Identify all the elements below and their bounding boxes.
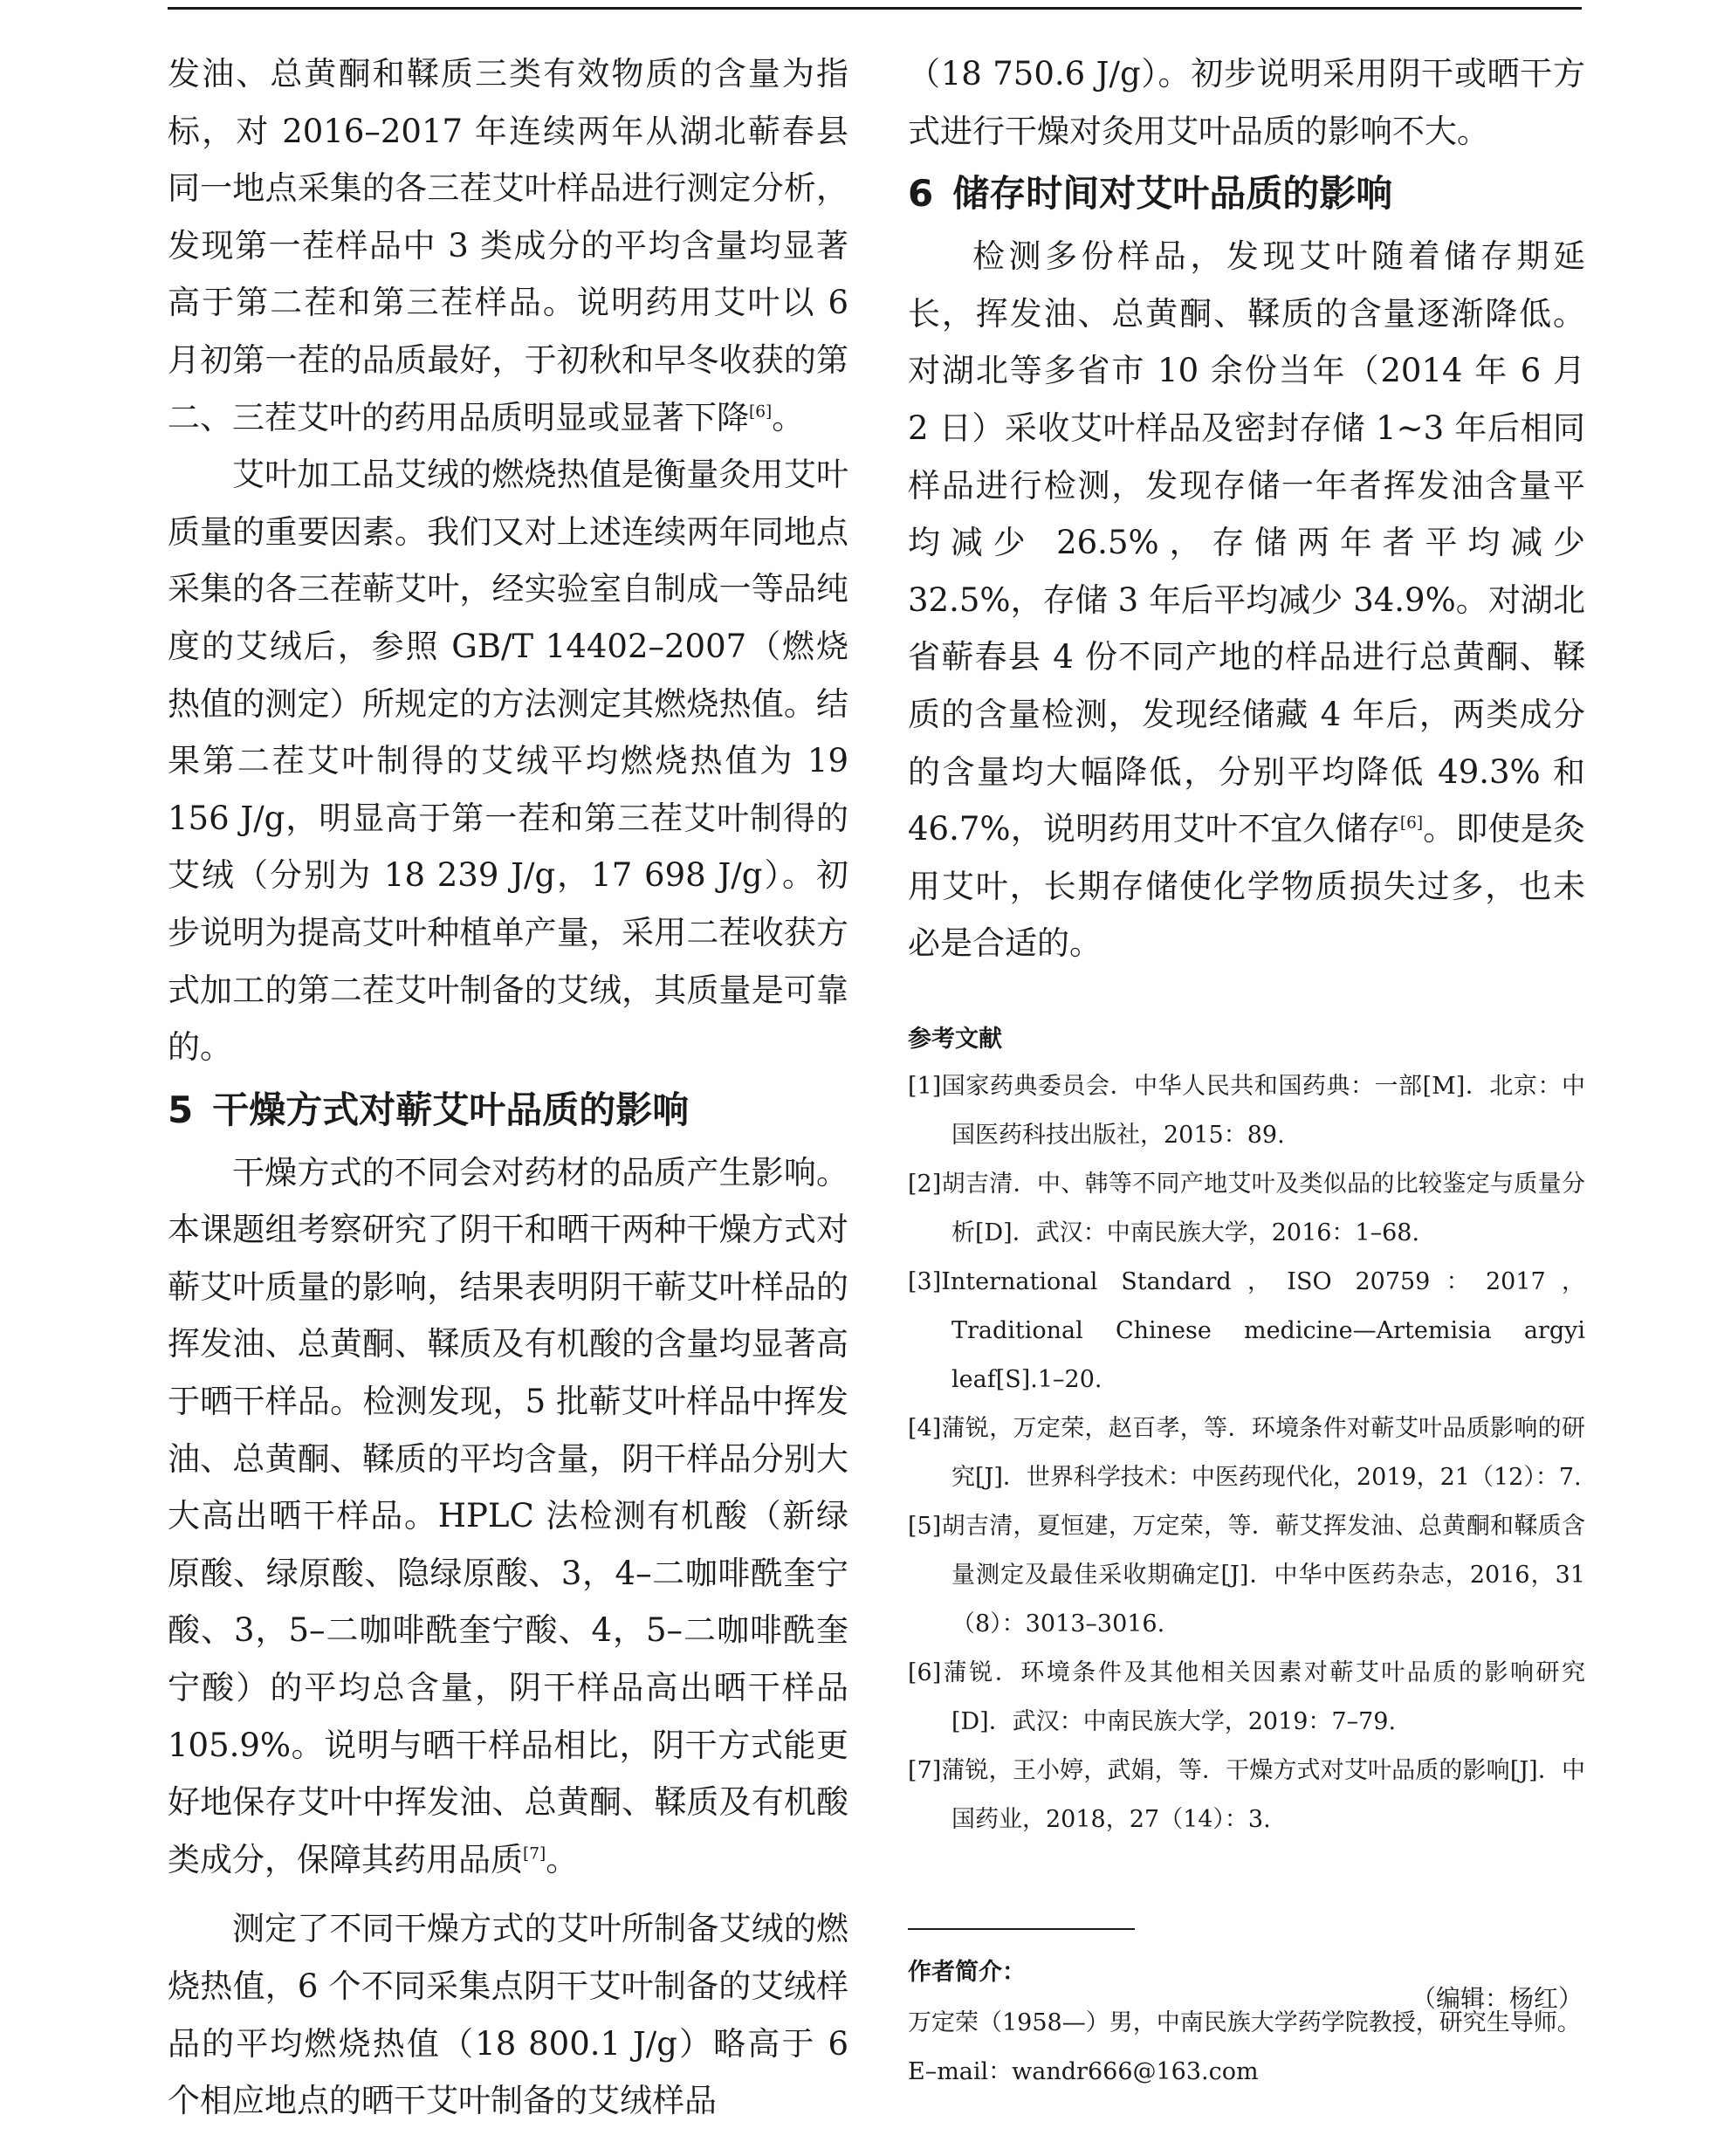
- citation: [6]: [749, 402, 773, 422]
- citation: [7]: [523, 1844, 546, 1864]
- paragraph-drying-heat-value: 测定了不同干燥方式的艾叶所制备艾绒的燃烧热值，6 个不同采集点阴干艾叶制备的艾绒样品的平均燃烧热值（18 800.1 J/g）略高于 6 个相应地点的晒干艾叶制备的艾绒样品: [168, 1910, 848, 2120]
- paragraph-storage-time: 检测多份样品，发现艾叶随着储存期延长，挥发油、总黄酮、鞣质的含量逐渐降低。对湖北等多省市 10 余份当年（2014 年 6 月 2 日）采收艾叶样品及密封存储 1~3 年后相同样品进行检测，发现存储一年者挥发油含量平均减少 26.5%，存储两年者平均减少 32.5%，存储 3 年后平均减少 34.9%。对湖北省蕲春县 4 份不同产地的样品进行总黄酮、鞣质的含量检测，发现经储藏 4 年后，两类成分的含量均大幅降低，分别平均降低 49.3% 和 46.7%，说明药用艾叶不宜久储存[6]。即使是灸用艾叶，长期存储使化学物质损失过多，也未必是合适的。: [908, 237, 1586, 963]
- header-rule: [168, 7, 1582, 10]
- right-column: [908, 45, 1585, 2097]
- citation: [6]: [1399, 814, 1424, 833]
- paragraph-harvest-batches: 发油、总黄酮和鞣质三类有效物质的含量为指标，对 2016–2017 年连续两年从湖北蕲春县同一地点采集的各三茬艾叶样品进行测定分析，发现第一茬样品中 3 类成分的平均含量均显著高于第二茬和第三茬样品。说明药用艾叶以 6 月初第一茬的品质最好，于初秋和早冬收获的第二、三茬艾叶的药用品质明显或显著下降[6]。: [168, 55, 848, 436]
- reference-item: [3]International Standard，ISO 20759：2017，Traditional Chinese medicine—Artemisia argyi leaf[S].1–20.: [908, 1267, 1585, 1393]
- editor-note: （编辑：杨红）: [1411, 1984, 1583, 2013]
- section-number: 5: [168, 1088, 194, 1131]
- reference-item: [5]胡吉清，夏恒建，万定荣，等．蕲艾挥发油、总黄酮和鞣质含量测定及最佳采收期确定[J]．中华中医药杂志，2016，31（8）：3013–3016.: [908, 1512, 1585, 1638]
- section-5-heading: [168, 1081, 848, 1139]
- author-heading: 作者简介：: [908, 1958, 1026, 1986]
- reference-item: [1]国家药典委员会．中华人民共和国药典：一部[M]．北京：中国医药科技出版社，2015：89.: [908, 1072, 1585, 1149]
- left-column: [168, 45, 848, 2130]
- section-title: 干燥方式对蕲艾叶品质的影响: [212, 1088, 690, 1131]
- paragraph-drying-conclusion: （18 750.6 J/g）。初步说明采用阴干或晒干方式进行干燥对灸用艾叶品质的影响不大。: [908, 55, 1585, 150]
- reference-list: [908, 1062, 1585, 1844]
- section-title: 储存时间对艾叶品质的影响: [952, 172, 1393, 216]
- paragraph-drying-methods: 干燥方式的不同会对药材的品质产生影响。本课题组考察研究了阴干和晒干两种干燥方式对蕲艾叶质量的影响，结果表明阴干蕲艾叶样品的挥发油、总黄酮、鞣质及有机酸的含量均显著高于晒干样品。检测发现，5 批蕲艾叶样品中挥发油、总黄酮、鞣质的平均含量，阴干样品分别大大高出晒干样品。HPLC 法检测有机酸（新绿原酸、绿原酸、隐绿原酸、3，4–二咖啡酰奎宁酸、3，5–二咖啡酰奎宁酸、4，5–二咖啡酰奎宁酸）的平均总含量，阴干样品高出晒干样品 105.9%。说明与晒干样品相比，阴干方式能更好地保存艾叶中挥发油、总黄酮、鞣质及有机酸类成分，保障其药用品质[7]。: [168, 1153, 848, 1878]
- author-email: E–mail：wandr666@163.com: [908, 2057, 1259, 2085]
- references-heading: 参考文献: [908, 1025, 1002, 1053]
- reference-item: [6]蒲锐．环境条件及其他相关因素对蕲艾叶品质的影响研究[D]．武汉：中南民族大学，2019：7–79.: [908, 1658, 1585, 1735]
- reference-item: [2]胡吉清．中、韩等不同产地艾叶及类似品的比较鉴定与质量分析[D]．武汉：中南民族大学，2016：1–68.: [908, 1170, 1585, 1246]
- author-bio: 万定荣（1958—）男，中南民族大学药学院教授，研究生导师。: [908, 2008, 1581, 2036]
- section-number: 6: [908, 172, 934, 216]
- section-6-heading: [908, 165, 1585, 223]
- reference-item: [7]蒲锐，王小婷，武娟，等．干燥方式对艾叶品质的影响[J]．中国药业，2018，27（14）：3.: [908, 1756, 1585, 1833]
- footnote-divider: [908, 1928, 1135, 1930]
- reference-item: [4]蒲锐，万定荣，赵百孝，等．环境条件对蕲艾叶品质影响的研究[J]．世界科学技术：中医药现代化，2019，21（12）：7.: [908, 1414, 1585, 1491]
- paragraph-moxa-heat-value: 艾叶加工品艾绒的燃烧热值是衡量灸用艾叶质量的重要因素。我们又对上述连续两年同地点采集的各三茬蕲艾叶，经实验室自制成一等品纯度的艾绒后，参照 GB/T 14402–2007（燃烧热值的测定）所规定的方法测定其燃烧热值。结果第二茬艾叶制得的艾绒平均燃烧热值为 19 156 J/g，明显高于第一茬和第三茬艾叶制得的艾绒（分别为 18 239 J/g，17 698 J/g）。初步说明为提高艾叶种植单产量，采用二茬收获方式加工的第二茬艾叶制备的艾绒，其质量是可靠的。: [168, 456, 848, 1067]
